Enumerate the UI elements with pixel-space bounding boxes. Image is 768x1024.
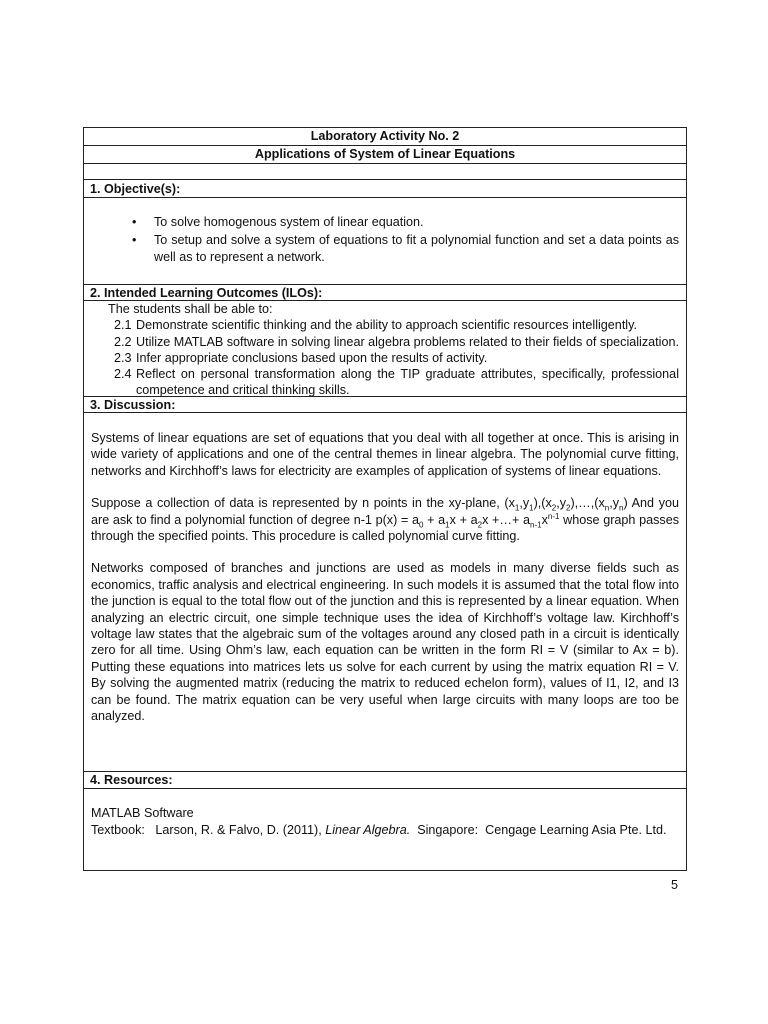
text-run: ,y [556,496,567,511]
ilo-item [84,366,686,399]
superscript: n-1 [547,511,560,521]
text-run: ),(x [533,496,552,511]
textbook-suffix: Singapore: Cengage Learning Asia Pte. Ltd. [410,823,667,837]
text-run: ) And you are ask to find a polynomial function of degree n-1 p(x) = a [91,496,679,527]
text-run: ,y [609,496,620,511]
ilo-text: Demonstrate scientific thinking and the ability to approach scientific resources intelligently. [136,318,637,333]
subscript: n [604,503,610,513]
objectives-heading: 1. Objective(s): [84,180,686,198]
subscript: 1 [445,520,450,530]
ilo-number: 2.3 [114,350,132,365]
ilo-text: Reflect on personal transformation along the TIP graduate attributes, specifically, professional competence and critical thinking skills. [136,367,679,398]
subscript: n [619,503,624,513]
textbook-prefix: Textbook: Larson, R. & Falvo, D. (2011), [91,823,326,837]
ilo-item [84,350,686,366]
page-number: 5 [670,878,678,892]
activity-title: Laboratory Activity No. 2 [84,128,686,146]
subscript: 2 [551,503,557,513]
ilo-item [84,334,686,350]
ilo-number: 2.4 [114,367,132,382]
objectives-section [84,198,686,285]
objective-text: To setup and solve a system of equations to fit a polynomial function and set a data points as well as to represent a network. [154,233,679,264]
ilos-section [84,301,686,397]
discussion-paragraph-networks: Networks composed of branches and junctions are used as models in many diverse fields such as economics, traffic analysis and electrical engineering. In such models it is assumed that the total flow into the junction is equal to the total flow out of the junction and this is represented by a linear equation. When analyzing an electric circuit, one simple technique uses the idea of Kirchhoff’s voltage law. Kirchhoff’s voltage law states that the algebraic sum of the voltages around any closed path in a circuit is identically zero for all time. Using Ohm’s law, each equation can be written in the form RI = V (similar to Ax = b). Putting these equations into matrices lets us solve for each current by using the matrix equation RI = V. By solving the augmented matrix (reducing the matrix to reduced echelon form), values of I1, I2, and I3 can be found. The matrix equation can be very useful when large circuits with many loops are too be analyzed. [91,561,679,724]
spacer-row [84,164,686,180]
activity-subtitle: Applications of System of Linear Equations [84,146,686,164]
bullet-icon: • [132,233,137,247]
text-run: x +…+ a [482,512,531,527]
text-run: ),…,(x [570,496,605,511]
ilos-heading: 2. Intended Learning Outcomes (ILOs): [84,285,686,301]
text-run: x + a [449,512,478,527]
ilos-intro: The students shall be able to: [108,302,273,316]
list-item [84,232,686,266]
subscript: 2 [477,520,483,530]
ilo-number: 2.2 [114,334,132,349]
resource-software: MATLAB Software [91,806,194,820]
list-item [84,214,686,231]
resource-textbook [84,822,686,839]
text-run: whose graph passes through the specified points. This procedure is called polynomial curve fitting. [91,512,679,544]
resources-heading: 4. Resources: [84,772,686,789]
discussion-heading: 3. Discussion: [84,397,686,413]
subscript: 0 [418,520,424,530]
ilo-item [84,317,686,333]
resources-section [84,789,686,871]
discussion-section [84,413,686,772]
ilo-number: 2.1 [114,318,132,333]
subscript: n-1 [530,520,542,530]
subscript: 1 [514,503,520,513]
subscript: 2 [566,503,571,513]
ilo-text: Utilize MATLAB software in solving linear algebra problems related to their fields of specialization. [136,334,679,349]
objectives-list [84,214,686,266]
text-run: Suppose a collection of data is represented by n points in the xy-plane, (x [91,496,515,511]
textbook-title: Linear Algebra. [325,823,411,837]
subscript: 1 [529,503,534,513]
text-run: x [541,512,548,527]
ilo-text: Infer appropriate conclusions based upon the results of activity. [136,350,488,365]
bullet-icon: • [132,215,137,229]
objective-text: To solve homogenous system of linear equation. [154,215,424,229]
text-run: ,y [519,496,530,511]
discussion-paragraph-curve-fitting [84,495,686,544]
text-run: + a [423,512,446,527]
discussion-paragraph: Systems of linear equations are set of equations that you deal with all together at once. This is arising in wide variety of applications and one of the central themes in linear algebra. The polynomial curve fitting, networks and Kirchhoff’s laws for electricity are examples of application of systems of linear equations. [91,431,679,478]
activity-table [83,127,687,871]
